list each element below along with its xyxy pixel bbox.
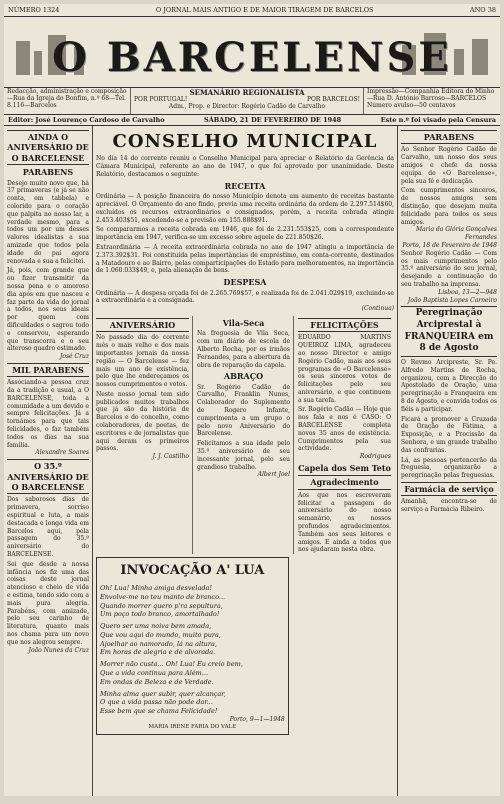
heading-35-anniversary: O 35.º ANIVERSÁRIO DE O BARCELENSE [7, 459, 89, 494]
issue-number: NÚMERO 1324 [8, 6, 60, 14]
heading-anniversary: AINDA O ANIVERSÁRIO DE O BARCELENSE [7, 130, 89, 165]
poem-line: Ajoelhar ao namorado, lá na altura, [100, 639, 217, 648]
paragraph: Felicitamos a sua idade pelo 35.º aniversário de seu incessante jornal, pelo seu grandioso trabalho. [197, 440, 290, 471]
paragraph: Aos que nos escreveram felicitar a passagem do aniversário do nosso semanário, os nossos profundos agradecimentos. Também aos seus leitores e amigos. E ainda a todos que nos ajudaram nesta obra. [298, 491, 391, 554]
issue-date: SÁBADO, 21 DE FEVEREIRO DE 1948 [204, 116, 342, 124]
poem-line: Que vou aqui do mundo, muito pura, [100, 630, 221, 639]
heading-capela: Capela dos Sem Teto [298, 463, 391, 474]
poem-line: Morrer não custa... Oh! Lua! Eu creio bem, [100, 660, 243, 669]
year-label: ANO 38 [469, 6, 496, 14]
poem-line: Em ondas de Beleza e de Verdade. [100, 677, 214, 686]
print-line: Impressão—Companhia Editora do Minho—Rua D. António Barroso—BARCELOS [367, 88, 495, 102]
poem-line: Envolve-me no teu manto de branco... [100, 592, 226, 601]
poem-line: Minha alma quer subir, quer alcançar, [100, 689, 226, 698]
paragraph: O Revmo Arcipreste, Sr. Pe. Alfredo Martins de Rocha, organizou, com a Direcção do Apostolado de Oração, uma peregrinação a Franqueira em 8 de Agosto, e convida todos os fiéis a participar. [401, 359, 497, 413]
paragraph: Sr. Rogério Cadão de Carvalho, Franklin Nunes, Colaborador do Suplemento de Rogero Infante, cumprimenta a um grupo o pelo novo Aniversário do Barcelense. [197, 383, 290, 438]
column-center [93, 126, 398, 796]
paragraph: Desejo muito novo que, há 37 primaveras (e já se não conta, em tabbela) e colorido para o coração que palpita no nosso lar, a verdade mesmo, para a todos um por um desses valores idealistas a sua amizade que todos pela idade do pai agora renovada e sua a felicitei. [7, 179, 89, 265]
middle-sections [96, 316, 394, 554]
signature: Maria da Glória Gonçalves Fernandes [415, 226, 497, 242]
top-bar [4, 4, 500, 17]
director-line: Adm., Prop. e Director: Rogério Cadão de Carvalho [168, 102, 326, 110]
poem-line: Quando morrer quero p'ra sepultura, [100, 601, 223, 610]
paragraph: Se compararmos a receita cobrada em 1946, que foi de 2.231.553$25, com a correspondente importância em 1947, verifica-se um excesso sobre aquele de 221.850$26. [96, 226, 394, 242]
poem-line: Em horas de alegria e de alvorada. [100, 648, 216, 657]
paragraph: Senhor Rogério Cadão — Com os mais cumprimentos pelo 35.º aniversário do seu jornal, desejando a continuação do seu trabalho na imprensa. [401, 249, 497, 288]
censorship-note: Este n.º foi visado pela Censura [380, 116, 496, 124]
column-right [398, 126, 500, 796]
paragraph: Ordinária — A posição financeira do nosso Município denota um aumento de receitas bastante apreciável. O Orçamento do ano findo, previa uma receita ordinária da ordem de 2.297.514$60, excluídos os recursos extraordinários e consignados, porém, a receita cobrada atingiu 2.453.403$51, excedendo-se a previsão em 155.888$91. [96, 193, 394, 224]
signature: João Baptista Lopes Carneiro [407, 296, 497, 304]
heading-agradecimento: Agradecimento [298, 475, 391, 489]
poem-line: Esse bem que se chama Felicidade! [100, 707, 218, 716]
poem-line: O que a vida passa não pode dar... [100, 698, 213, 707]
paragraph: Neste nosso jornal tem sido publicados muitos trabalhos que já são da história de Barcelos e do concelho, como colaboradores, de poetas, de escritores e de jornalistas que aqui deram os primeiros passos. [96, 390, 189, 453]
signature: Albert Joel [257, 471, 290, 479]
heading-mil-parabens: MIL PARABENS [7, 363, 89, 377]
paragraph: EDUARDO MARTINS QUEIROZ LIMA, agradeceu ao nosso Director e amigo Rogério Cadão, mais aos seus programas de «O Barcelense» os seus sinceros votos de felicitações pelo seu aniversário, e que continuem a sua tarefa. [298, 334, 391, 404]
print-block [364, 88, 500, 114]
signature: José Cruz [59, 353, 89, 361]
paragraph: Associando-a pessoa cruz da a tradição e usual, a O BARCELENSE, toda a comunidade a um devido e sempre felicitações. Já a tornámos para que tais felicidades, o faz também todos os dias na sua família. [7, 379, 89, 449]
place-date: Lisboa, 13—2—948 [438, 288, 497, 296]
poem-line: Oh! Lua! Minha amiga desvelada! [100, 584, 212, 593]
paragraph: Extraordinária — A receita extraordinária cobrada no ano de 1947 atingiu a importância de 2.373.392$31. Foi constituída pelas importâncias de empréstimo, em conta-corrente, destinados a Matadouro e ao Bairro, pelas comparticipações do Estado para melhoramentos, na importância de 1.060.033$49, e, pela alienação de bens. [96, 243, 394, 275]
paragraph: Amanhã, encontra-se de serviço a Farmácia Ribeiro. [401, 498, 497, 514]
paragraph: Ordinária — A despesa orçada foi de 2.265.769$57, e realizada foi de 2.041.029$19, excluindo-se a extraordinária e a consignada. [96, 289, 394, 305]
paragraph: No passado dia do corrente mês o mais velho e dos mais importantes jornais da nossa região — O Barcelense — fez mais um ano de existência, pelo que lhe endereçamos os nossos cumprimentos e votos. [96, 334, 189, 389]
title-banner [8, 29, 496, 85]
column-vila-seca [197, 316, 294, 554]
motto-barcelos: POR BARCELOS! [306, 96, 360, 104]
paragraph: Dos saborosos dias de primavera, sorriso espiritual e luta, a mais destacada e longa vida em Barcelos aqui, pela passagem do 35.º aniversário do BARCELENSE. [7, 496, 89, 558]
subheader [4, 88, 500, 115]
poem-author: MARIA IRENE FARIA DO VALE [148, 723, 237, 730]
paragraph: Já, pois, com grande que ou fizer transmitir da nossa pena e o amoroso dia após em que nasceu e faz parte da vida do jornal a todos, nos seus ideais por quem com dificuldades o sagrou todo e conservou, esperando que transcorra e o seu alteroso quadro estimado. [7, 267, 89, 353]
signature: João Nunes da Cruz [28, 646, 89, 654]
heading-vila-seca: Vila-Seca [222, 317, 265, 328]
paragraph: Ao Senhor Rogério Cadão de Carvalho, um nosso dos seus amigos e chefe da nossa equipa de «O Barcelense», pela sua fé e dedicação. [401, 146, 497, 185]
signature: Rodrigues [359, 453, 391, 461]
address-block: Redacção, administração e composição—Rua da Igreja do Bonfim, n.º 68—Tel. 8.116—Barcelos [4, 88, 131, 114]
paragraph: Com cumprimentos sinceros, de nossos amigos sem distinção, que desejam muita felicidade para todos os seus amigos. [401, 187, 497, 226]
paragraph: Na freguesia de Vila Seca, com um diário de escola de Alberto Rocha, por os irmãos Fernandes, para a abertura da obra de reparação da capela. [197, 330, 290, 369]
paragraph: Lá, as pessoas pertencerão da freguesia, organizarão a peregrinação pelas freguesias. [401, 456, 497, 480]
paragraph: Ficará a promover a Cruzada de Oração de Fátima, a Exposição, e a Procissão da Senhora, e um grande trabalho das confrarias. [401, 415, 497, 454]
section-receita: RECEITA [224, 180, 266, 191]
editor-line: Editor: José Lourenço Cardoso de Carvalho [8, 116, 165, 124]
article-lead: No dia 14 do corrente reuniu o Conselho Municipal para apreciar o Relatório da Gerência da Câmara Municipal, referente ao ano de 1947, o que foi aprovado por unanimidade. Deste Relatório, destacamos o seguinte: [96, 155, 394, 178]
subtitle: SEMANÁRIO REGIONALISTA [189, 88, 305, 97]
paragraph: Sei que desde a nossa infância nos fiz uma das coisas deste jornal atencioso e cheio de vida e estima, tendo sido com a mais pura alegria. Parabéns, com amizade, pelo seu carinho de literatura, quanto mais nos chama para um novo que nos alegrou sempre. [7, 560, 89, 646]
newspaper-title: O BARCELENSE [52, 33, 452, 81]
newspaper-page [4, 4, 500, 796]
motto-portugal: POR PORTUGAL! [134, 96, 188, 104]
heading-farmacia: Farmácia de serviço [401, 482, 497, 496]
heading-parabens-right: PARABENS [401, 130, 497, 144]
article-title: CONSELHO MUNICIPAL [112, 131, 378, 152]
heading-abraco: ABRAÇO [223, 371, 264, 382]
masthead [4, 17, 500, 88]
signature: J. J. Castilho [152, 453, 189, 461]
heading-peregrinacao: Peregrinação Arciprestal à FRANQUEIRA em 8 de Agosto [401, 306, 497, 357]
poem-line: Que a vida continua para Além... [100, 669, 209, 677]
place-date: Porto, 18 de Fevereiro de 1948 [402, 241, 497, 249]
price-line: Número avulso—50 centavos [367, 101, 456, 109]
continued-label: (Continua) [361, 305, 394, 313]
heading-felicitacoes: FELICITAÇÕES [298, 318, 391, 332]
date-bar [4, 115, 500, 126]
heading-parabens: PARABENS [22, 167, 74, 178]
heading-aniversario: ANIVERSÁRIO [96, 318, 189, 332]
poem-box [96, 557, 289, 735]
poem-place: Porto, 9—1—1948 [229, 715, 285, 723]
signature: Alexandre Soares [35, 449, 89, 457]
column-left [4, 126, 93, 796]
paragraph: Sr. Rogério Cadão — Hoje que nos fala e nos é CASO: O BARCELENSE completa novos 35 anos de existência. Cumprimentos pela sua actividade. [298, 406, 391, 453]
section-despesa: DESPESA [223, 277, 267, 288]
column-anniversary [96, 316, 193, 554]
subtitle-block [131, 88, 364, 114]
column-felicitacoes [298, 316, 394, 554]
poem-title: INVOCAÇÃO A' LUA [120, 563, 265, 579]
columns [4, 126, 500, 796]
poem-line: Um poço todo branco, amortalhado! [100, 610, 220, 619]
tagline: O JORNAL MAIS ANTIGO E DE MAIOR TIRAGEM DE BARCELOS [155, 6, 374, 14]
poem-line: Quero ser uma noiva bem amada, [100, 622, 212, 631]
